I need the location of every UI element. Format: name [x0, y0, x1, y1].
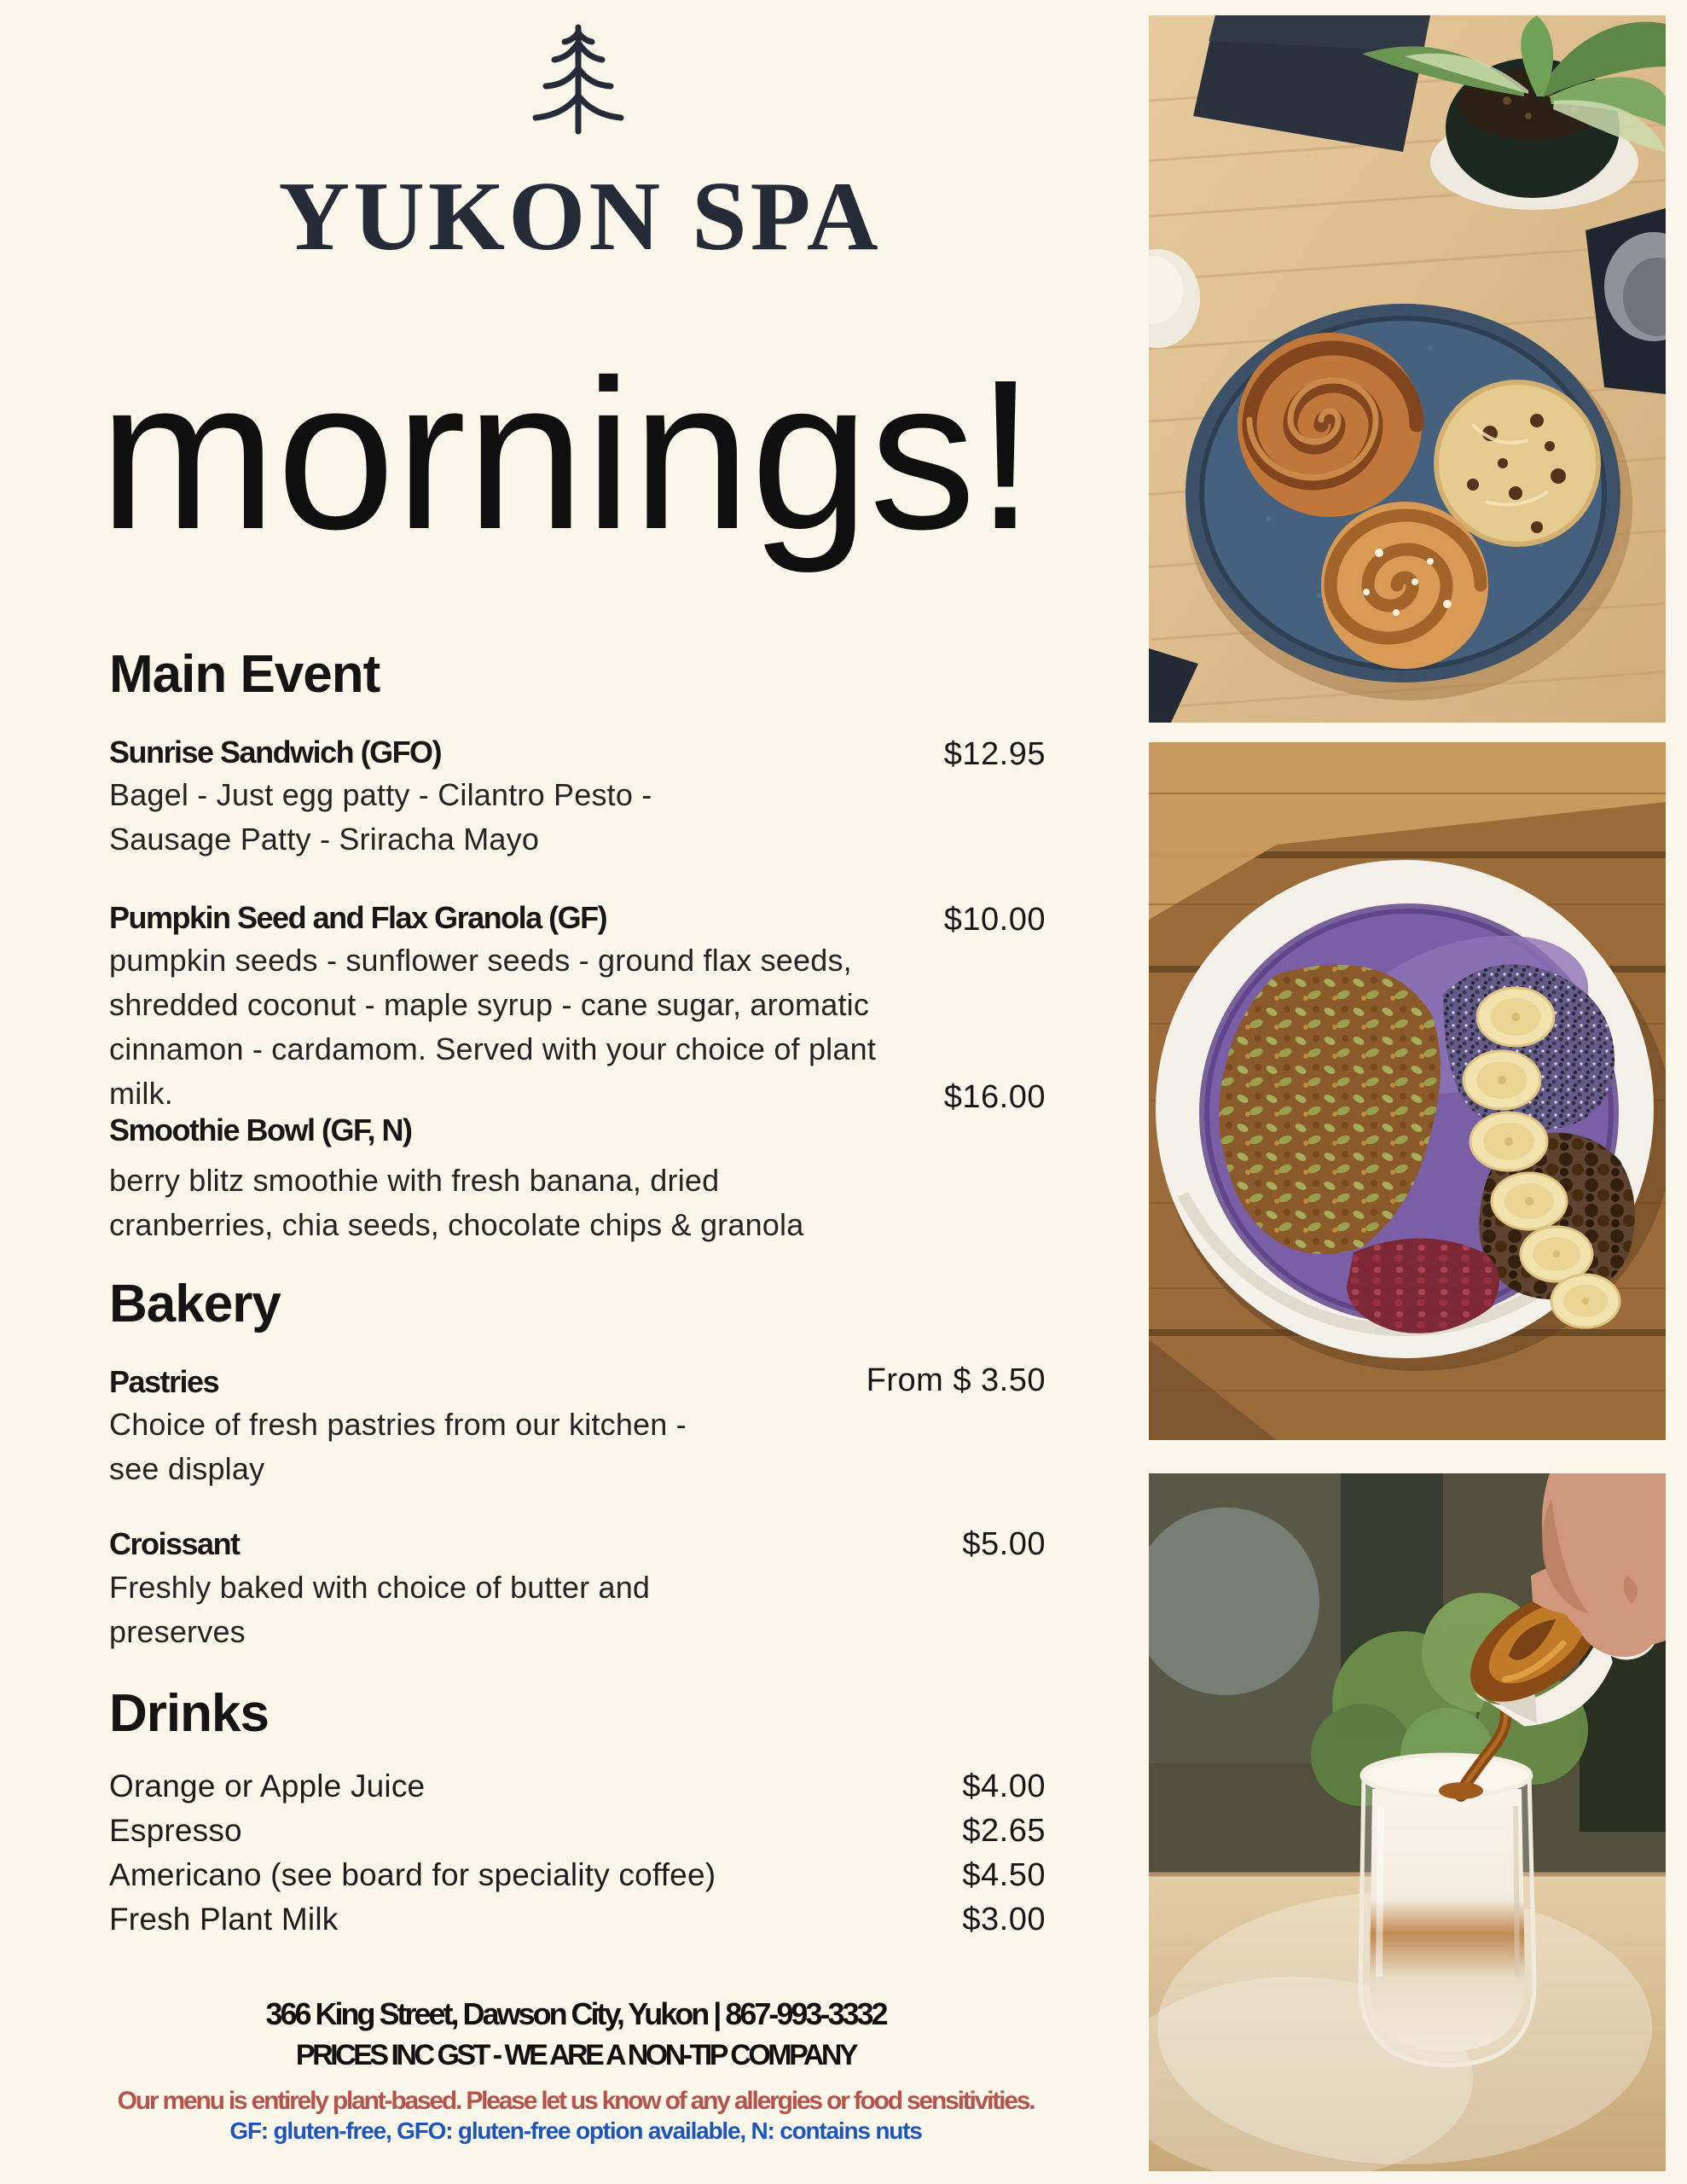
berry-smoothie-bowl-photo [1149, 742, 1666, 1440]
item-name-pastries: Pastries [109, 1364, 219, 1399]
section-heading-main-event: Main Event [109, 645, 380, 704]
item-price-granola: $10.00 [943, 902, 1046, 938]
item-desc-line: preserves [109, 1614, 246, 1649]
page-title: mornings! [99, 335, 1035, 573]
footer-gluten-legend: GF: gluten-free, GFO: gluten-free option available, N: contains nuts [229, 2117, 922, 2144]
item-desc-line: berry blitz smoothie with fresh banana, dried [109, 1163, 720, 1198]
item-price-juice: $4.00 [962, 1769, 1046, 1804]
item-name-smoothie-bowl: Smoothie Bowl (GF, N) [109, 1112, 412, 1147]
item-name-espresso: Espresso [109, 1813, 242, 1848]
item-price-pastries: From $ 3.50 [866, 1362, 1046, 1398]
item-name-plant-milk: Fresh Plant Milk [109, 1902, 339, 1937]
espresso-pour-into-latte-photo [1149, 1473, 1666, 2171]
item-desc-line: Choice of fresh pastries from our kitchen - [109, 1407, 687, 1442]
item-desc-line: pumpkin seeds - sunflower seeds - ground flax seeds, [109, 943, 852, 978]
item-price-americano: $4.50 [962, 1857, 1046, 1893]
item-price-smoothie-bowl: $16.00 [943, 1079, 1046, 1115]
item-name-granola: Pumpkin Seed and Flax Granola (GF) [109, 900, 607, 935]
brand-name: YUKON SPA [278, 162, 882, 271]
item-name-juice: Orange or Apple Juice [109, 1769, 426, 1804]
brand-name-wrap [0, 162, 1160, 271]
item-desc-line: Bagel - Just egg patty - Cilantro Pesto - [109, 777, 652, 812]
section-heading-bakery: Bakery [109, 1275, 281, 1333]
footer-policy: PRICES INC GST - WE ARE A NON-TIP COMPANY [295, 2039, 856, 2071]
item-desc-line: see display [109, 1451, 265, 1486]
footer-allergy-note: Our menu is entirely plant-based. Please let us know of any allergies or food sensitivities. [117, 2087, 1035, 2115]
item-desc-line: Freshly baked with choice of butter and [109, 1570, 651, 1605]
item-price-plant-milk: $3.00 [962, 1902, 1046, 1937]
footer-address: 366 King Street, Dawson City, Yukon | 867-993-3332 [265, 1996, 886, 2031]
item-price-sunrise-sandwich: $12.95 [943, 736, 1046, 772]
item-desc-line: milk. [109, 1076, 173, 1111]
item-desc-line: cinnamon - cardamom. Served with your choice of plant [109, 1031, 877, 1066]
pine-tree-icon [529, 24, 628, 142]
item-name-americano: Americano (see board for speciality coffee) [109, 1857, 716, 1892]
item-desc-line: shredded coconut - maple syrup - cane sugar, aromatic [109, 987, 870, 1022]
item-desc-line: cranberries, chia seeds, chocolate chips & granola [109, 1207, 804, 1242]
item-name-sunrise-sandwich: Sunrise Sandwich (GFO) [109, 735, 442, 770]
item-price-croissant: $5.00 [962, 1526, 1046, 1562]
item-desc-line: Sausage Patty - Sriracha Mayo [109, 822, 540, 857]
pastries-on-blue-plate-photo [1149, 15, 1666, 723]
section-heading-drinks: Drinks [109, 1684, 269, 1743]
item-price-espresso: $2.65 [962, 1813, 1046, 1849]
item-name-croissant: Croissant [109, 1526, 240, 1561]
